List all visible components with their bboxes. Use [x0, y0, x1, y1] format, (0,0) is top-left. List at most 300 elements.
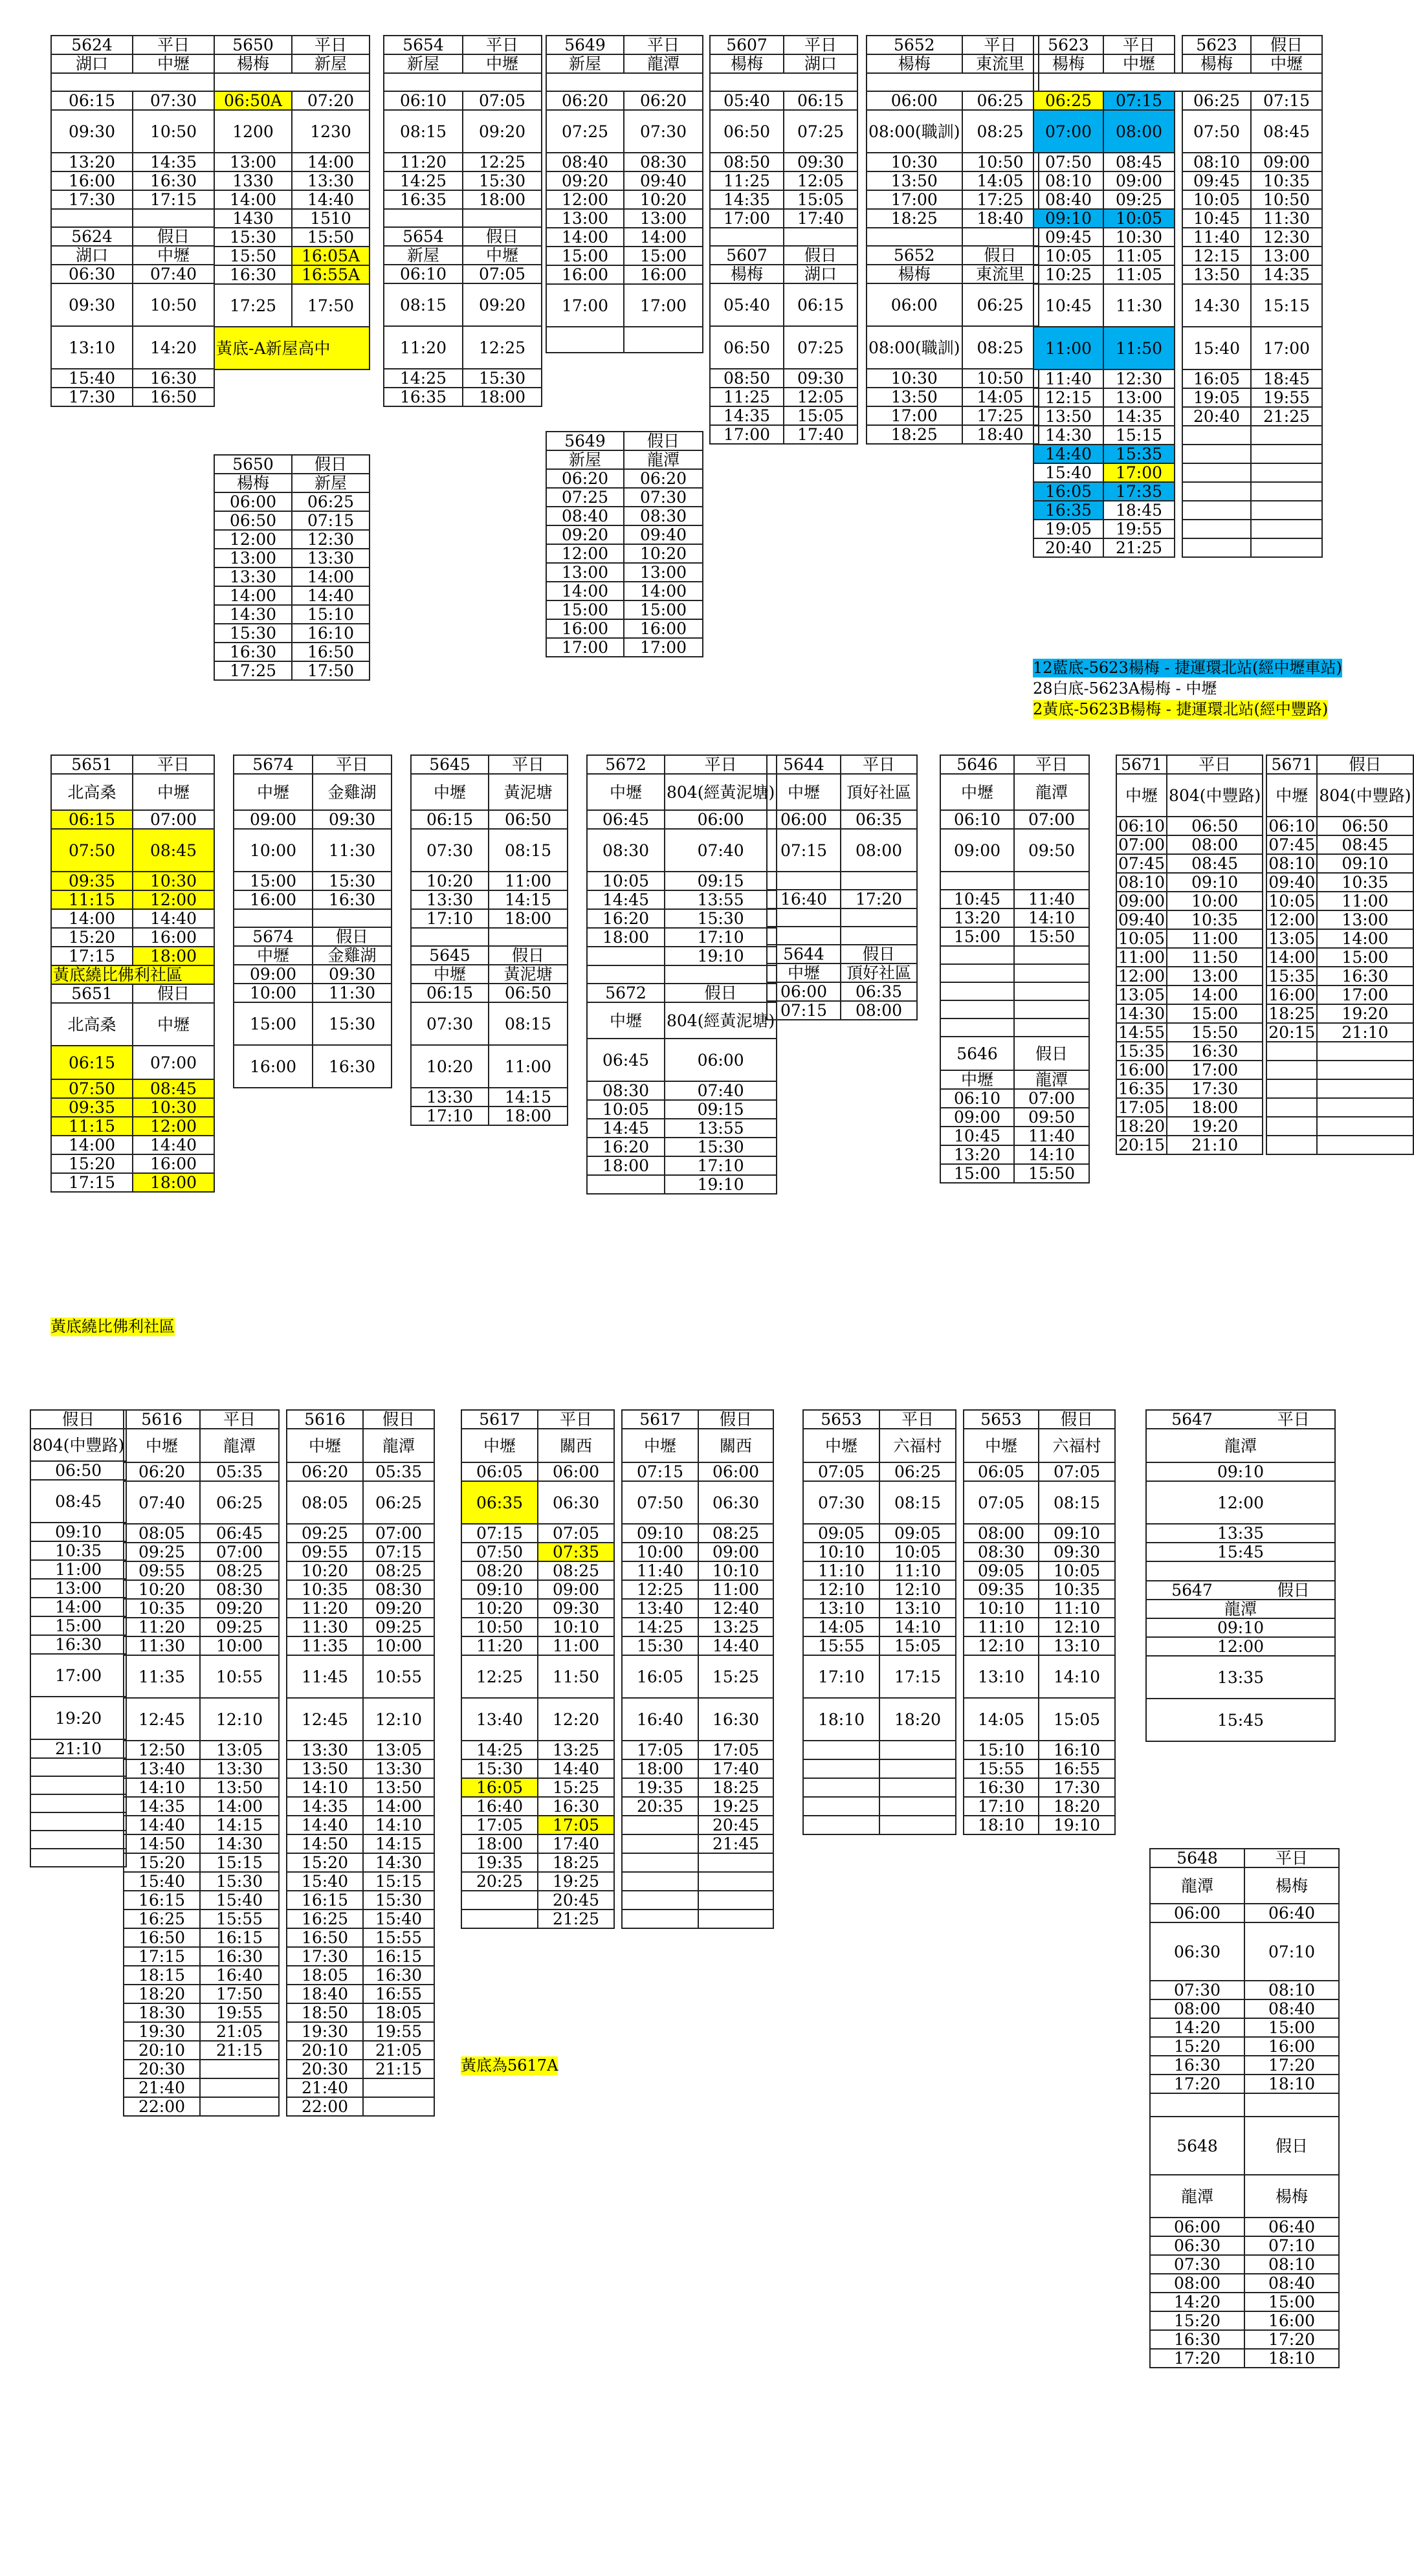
table-cell [51, 209, 133, 227]
table-cell: 08:15 [489, 829, 568, 872]
table-cell: 10:05 [1266, 892, 1317, 910]
table-row [214, 284, 370, 327]
table-cell: 16:15 [363, 1947, 434, 1966]
table-cell: 10:55 [363, 1655, 434, 1698]
table-cell: 07:10 [1244, 1922, 1339, 1981]
table-cell: 06:25 [879, 1462, 956, 1481]
table-cell: 17:00 [624, 638, 703, 657]
table-cell: 08:10 [1266, 854, 1317, 873]
table-cell: 08:45 [1167, 854, 1263, 873]
table-row [214, 171, 370, 190]
table-cell [614, 1599, 622, 1618]
table-cell: 07:30 [1150, 2255, 1244, 2274]
table-cell: 13:20 [940, 908, 1014, 927]
table-cell: 10:45 [940, 890, 1014, 908]
table-cell: 13:50 [867, 388, 962, 406]
table-row [1150, 2218, 1339, 2236]
table-cell: 11:00 [489, 872, 568, 890]
table-cell [1146, 1561, 1335, 1581]
table-cell: 5652 [867, 246, 962, 265]
table-cell [587, 965, 665, 984]
table-cell: 13:40 [124, 1759, 200, 1778]
table-cell [279, 1429, 287, 1462]
table-row [51, 1098, 214, 1117]
table-row [1146, 1600, 1335, 1618]
table-cell [279, 1636, 287, 1655]
table-cell [1014, 872, 1089, 890]
table-cell: 07:10 [1244, 2236, 1339, 2255]
table-cell: 15:15 [363, 1872, 434, 1891]
table-cell: 16:30 [214, 265, 292, 284]
table-cell: 16:00 [1266, 985, 1317, 1004]
timetable [50, 35, 215, 407]
table-row [587, 1081, 777, 1100]
table-row [30, 1523, 126, 1541]
table-row [214, 36, 370, 54]
table-cell: 14:00 [214, 190, 292, 209]
table-cell: 中壢 [1103, 54, 1175, 73]
table-cell: 15:35 [1103, 445, 1175, 463]
table-cell [1251, 538, 1322, 557]
table-cell: 19:20 [30, 1697, 126, 1739]
table-cell: 中壢 [461, 1429, 538, 1462]
table-row [940, 1145, 1089, 1164]
table-cell: 16:30 [133, 171, 214, 190]
table-cell: 11:35 [287, 1636, 363, 1655]
table-row [1150, 2175, 1339, 2218]
table-cell: 18:25 [867, 425, 962, 444]
table-row [1146, 1581, 1335, 1600]
table-cell: 15:45 [1146, 1699, 1335, 1741]
table-cell [313, 909, 392, 927]
table-cell: 16:40 [622, 1698, 698, 1741]
table-cell: 5674 [234, 927, 313, 946]
table-cell: 07:00 [1014, 1089, 1089, 1108]
table-cell: 08:25 [363, 1561, 434, 1580]
timetable [1149, 1848, 1340, 2368]
table-cell: 15:00 [1167, 1004, 1263, 1023]
table-cell: 17:40 [784, 209, 857, 228]
table-row [214, 455, 370, 474]
table-cell: 06:00 [767, 810, 841, 829]
table-cell [279, 1891, 287, 1910]
table-cell: 16:35 [1116, 1079, 1167, 1098]
table-cell: 11:00 [1033, 327, 1103, 369]
table-cell [1175, 110, 1182, 153]
table-cell [956, 1481, 964, 1524]
table-cell: 07:15 [461, 1524, 538, 1543]
table-cell [803, 1797, 879, 1816]
table-cell: 06:20 [624, 469, 703, 488]
table-cell: 平日 [624, 36, 703, 54]
table-row [867, 209, 1039, 228]
table-cell: 14:00 [624, 582, 703, 600]
table-cell: 11:20 [384, 153, 463, 171]
table-cell: 06:40 [1244, 2218, 1339, 2236]
table-cell: 16:30 [1150, 2056, 1244, 2075]
table-cell: 19:10 [665, 1175, 777, 1194]
table-cell: 中壢 [587, 774, 665, 810]
table-row [214, 190, 370, 209]
table-row [1033, 54, 1322, 73]
table-cell: 11:40 [622, 1561, 698, 1580]
table-cell: 11:05 [1103, 265, 1175, 284]
table-cell: 06:00 [698, 1462, 773, 1481]
table-row [940, 829, 1089, 872]
table-cell: 平日 [962, 36, 1039, 54]
timetable [1145, 1409, 1336, 1742]
table-cell: 15:00 [234, 1002, 313, 1045]
table-cell [698, 1910, 773, 1928]
table-row [384, 369, 542, 388]
table-cell: 11:15 [51, 1117, 133, 1136]
table-cell: 14:00 [546, 582, 624, 600]
table-row [940, 1164, 1089, 1183]
table-row [461, 1872, 773, 1891]
table-cell [463, 209, 542, 227]
timetable [1116, 754, 1414, 1155]
table-cell: 11:40 [1033, 369, 1103, 388]
table-row [51, 91, 214, 110]
table-cell [279, 1580, 287, 1599]
table-cell: 804(中豐路) [1317, 774, 1413, 817]
table-cell: 08:40 [1033, 190, 1103, 209]
table-cell: 14:00 [292, 153, 370, 171]
table-row [1150, 1922, 1339, 1981]
table-cell [956, 1580, 964, 1599]
table-cell: 06:15 [411, 984, 489, 1002]
table-cell: 15:20 [287, 1853, 363, 1872]
table-cell: 20:10 [124, 2041, 200, 2060]
table-cell: 13:00 [624, 209, 703, 228]
table-cell: 09:50 [1014, 1108, 1089, 1127]
table-row [51, 265, 214, 283]
table-row [384, 153, 542, 171]
table-cell: 17:20 [1150, 2349, 1244, 2368]
table-cell [1175, 538, 1182, 557]
table-cell: 龍潭 [1014, 1070, 1089, 1089]
table-cell: 龍潭 [624, 54, 703, 73]
table-row [51, 1154, 214, 1173]
table-cell [956, 1816, 964, 1834]
table-row [214, 624, 370, 643]
table-cell [1182, 445, 1251, 463]
table-row [124, 1543, 434, 1561]
table-cell: 10:10 [964, 1599, 1039, 1618]
table-row [234, 872, 392, 890]
table-cell: 10:00 [234, 829, 313, 872]
table-cell: 1430 [214, 209, 292, 228]
table-row [384, 91, 542, 110]
table-row [214, 605, 370, 624]
table-cell: 08:45 [1317, 835, 1413, 854]
table-row [51, 153, 214, 171]
table-cell: 06:00 [867, 91, 962, 110]
table-cell: 13:25 [698, 1618, 773, 1636]
table-cell: 5651 [51, 984, 133, 1003]
table-row [767, 872, 917, 890]
table-row [124, 1985, 434, 2003]
table-row [411, 1002, 568, 1045]
table-cell: 11:00 [1116, 948, 1167, 967]
table-row [51, 928, 214, 947]
table-cell: 11:00 [1317, 892, 1413, 910]
table-cell: 12:25 [463, 153, 542, 171]
table-cell: 11:50 [1167, 948, 1263, 967]
table-cell: 14:00 [1317, 929, 1413, 948]
table-row [461, 1580, 773, 1599]
table-cell: 平日 [489, 755, 568, 774]
table-row [710, 369, 857, 388]
table-row [1150, 2293, 1339, 2311]
table-cell: 5648 [1150, 1849, 1244, 1867]
table-row [546, 563, 703, 582]
table-cell: 中壢 [1266, 774, 1317, 817]
table-cell [279, 1816, 287, 1834]
table-cell: 12:10 [803, 1580, 879, 1599]
table-cell [1175, 426, 1182, 445]
table-row [1150, 1981, 1339, 1999]
table-cell: 10:45 [1182, 209, 1251, 228]
table-cell: 15:05 [784, 406, 857, 425]
table-cell: 11:25 [710, 388, 784, 406]
table-cell: 07:45 [1116, 854, 1167, 873]
table-cell: 5654 [384, 36, 463, 54]
table-row [1116, 1061, 1413, 1079]
table-row [1150, 2255, 1339, 2274]
table-row [411, 1106, 568, 1125]
table-row [1146, 1524, 1335, 1543]
table-cell: 13:30 [200, 1759, 279, 1778]
table-row [710, 91, 857, 110]
table-cell: 22:00 [287, 2097, 363, 2116]
table-cell: 平日 [200, 1410, 279, 1429]
table-cell: 5650 [214, 455, 292, 474]
table-cell: 11:40 [1014, 890, 1089, 908]
table-cell: 5607 [710, 36, 784, 54]
table-row [803, 1580, 1115, 1599]
table-cell: 06:15 [51, 1046, 133, 1079]
table-row [710, 54, 857, 73]
table-cell: 10:05 [587, 872, 665, 890]
table-cell [279, 1410, 287, 1429]
table-cell: 11:30 [313, 984, 392, 1002]
table-row [1146, 1637, 1335, 1656]
table-row [803, 1741, 1115, 1759]
table-cell: 06:35 [461, 1481, 538, 1524]
table-cell: 07:50 [1033, 153, 1103, 171]
table-cell: 5624 [51, 36, 133, 54]
timetable-t5652 [866, 35, 1039, 445]
table-row [234, 965, 392, 984]
table-cell: 09:05 [803, 1524, 879, 1543]
table-cell: 10:05 [1039, 1561, 1115, 1580]
table-cell: 08:25 [200, 1561, 279, 1580]
table-cell: 15:05 [784, 190, 857, 209]
table-cell: 14:55 [1116, 1023, 1167, 1042]
table-cell [614, 1561, 622, 1580]
table-cell: 16:00 [51, 171, 133, 190]
table-cell: 14:25 [384, 171, 463, 190]
table-cell: 19:30 [287, 2022, 363, 2041]
table-cell: 5644 [767, 945, 841, 963]
table-cell [803, 1741, 879, 1759]
table-cell: 17:05 [1116, 1098, 1167, 1117]
table-cell: 10:20 [124, 1580, 200, 1599]
table-cell: 北高桑 [51, 1003, 133, 1046]
table-cell: 頂好社區 [841, 963, 917, 982]
table-cell: 12:30 [292, 530, 370, 549]
table-cell: 07:15 [1103, 91, 1175, 110]
table-cell: 07:00 [133, 810, 214, 829]
table-cell: 黃泥塘 [489, 774, 568, 810]
table-cell: 18:25 [698, 1778, 773, 1797]
table-cell: 17:25 [962, 190, 1039, 209]
table-cell: 平日 [1103, 36, 1175, 54]
table-cell: 17:20 [841, 890, 917, 908]
table-cell: 08:30 [624, 507, 703, 525]
table-cell [710, 228, 784, 246]
table-cell: 05:40 [710, 91, 784, 110]
table-cell: 假日 [1251, 36, 1322, 54]
table-cell: 13:50 [1182, 265, 1251, 284]
table-cell: 15:20 [1150, 2037, 1244, 2056]
table-cell: 08:00 [841, 1001, 917, 1020]
table-row [940, 964, 1089, 982]
table-cell: 09:35 [51, 1098, 133, 1117]
table-row [124, 2003, 434, 2022]
table-cell: 07:40 [133, 265, 214, 283]
table-cell: 05:35 [363, 1462, 434, 1481]
table-cell [614, 1580, 622, 1599]
table-cell: 18:45 [1103, 501, 1175, 520]
table-cell: 14:40 [698, 1636, 773, 1655]
table-cell [279, 1481, 287, 1524]
table-cell [614, 1462, 622, 1481]
legend-note: 2黃底-5623B楊梅 - 捷運環北站(經中豐路) [1033, 700, 1329, 718]
table-cell: 08:40 [1244, 1999, 1339, 2018]
table-row [1033, 445, 1322, 463]
table-cell: 17:25 [962, 406, 1039, 425]
table-row [384, 283, 542, 326]
table-cell: 5653 [964, 1410, 1039, 1429]
table-cell: 17:00 [710, 425, 784, 444]
table-cell: 17:00 [1317, 985, 1413, 1004]
table-cell: 黃底-A新屋高中 [214, 327, 370, 369]
table-cell: 13:30 [363, 1759, 434, 1778]
table-cell: 07:50 [1182, 110, 1251, 153]
table-cell [1251, 501, 1322, 520]
table-cell: 1510 [292, 209, 370, 228]
table-cell: 5647 平日 [1146, 1410, 1335, 1429]
table-cell: 14:15 [363, 1834, 434, 1853]
table-cell: 07:30 [803, 1481, 879, 1524]
table-row [411, 1088, 568, 1106]
table-cell: 20:40 [1182, 407, 1251, 426]
table-cell: 11:20 [384, 326, 463, 369]
table-cell [279, 1741, 287, 1759]
table-cell: 19:05 [1033, 520, 1103, 538]
table-row [214, 567, 370, 586]
table-cell: 16:40 [200, 1966, 279, 1985]
table-cell: 09:40 [624, 171, 703, 190]
table-row [30, 1410, 126, 1429]
table-row [1033, 426, 1322, 445]
table-row [940, 774, 1089, 810]
table-cell: 20:35 [622, 1797, 698, 1816]
table-row [1116, 1098, 1413, 1117]
table-row [1033, 247, 1322, 265]
table-cell [279, 2060, 287, 2078]
table-cell: 06:25 [962, 91, 1039, 110]
table-cell: 14:30 [1182, 284, 1251, 327]
table-cell: 21:10 [1167, 1136, 1263, 1154]
table-cell: 17:10 [803, 1655, 879, 1698]
table-cell [956, 1561, 964, 1580]
table-row [1033, 265, 1322, 284]
table-cell: 08:00 [841, 829, 917, 872]
timetable-t5674 [233, 754, 392, 1088]
table-cell: 中壢 [234, 774, 313, 810]
table-cell: 14:35 [124, 1797, 200, 1816]
table-cell: 21:15 [200, 2041, 279, 2060]
table-cell [200, 2078, 279, 2097]
table-row [867, 265, 1039, 283]
table-cell: 5616 [124, 1410, 200, 1429]
table-cell: 20:30 [124, 2060, 200, 2078]
table-cell: 11:20 [461, 1636, 538, 1655]
table-cell: 14:00 [30, 1598, 126, 1616]
table-row [710, 265, 857, 283]
table-row [461, 1462, 773, 1481]
table-row [411, 984, 568, 1002]
table-row [1150, 1849, 1339, 1867]
table-row [1033, 228, 1322, 247]
table-row [803, 1543, 1115, 1561]
table-row [461, 1797, 773, 1816]
table-row [1150, 2117, 1339, 2175]
table-row [1150, 1867, 1339, 1904]
table-cell: 12:25 [463, 326, 542, 369]
table-cell: 10:45 [940, 1127, 1014, 1145]
table-cell: 09:00 [940, 1108, 1014, 1127]
table-cell: 09:00 [1103, 171, 1175, 190]
table-row [461, 1853, 773, 1872]
table-cell: 12:00 [1146, 1481, 1335, 1524]
table-cell: 5607 [710, 246, 784, 265]
table-cell [956, 1429, 964, 1462]
table-cell: 14:35 [287, 1797, 363, 1816]
table-cell: 13:30 [214, 567, 292, 586]
table-row [803, 1410, 1115, 1429]
table-row [30, 1654, 126, 1697]
table-cell [546, 327, 624, 353]
table-cell: 假日 [1244, 2117, 1339, 2175]
table-cell: 15:30 [214, 624, 292, 643]
table-cell: 06:00 [538, 1462, 614, 1481]
table-cell: 16:35 [1033, 501, 1103, 520]
table-cell: 06:10 [940, 810, 1014, 829]
table-cell: 18:00 [1167, 1098, 1263, 1117]
table-row [384, 190, 542, 209]
table-row [1116, 985, 1413, 1004]
table-cell: 08:15 [384, 110, 463, 153]
table-cell [279, 1778, 287, 1797]
table-cell: 09:40 [1266, 873, 1317, 892]
table-cell: 楊梅 [214, 474, 292, 492]
table-row [1116, 1042, 1413, 1061]
table-cell [411, 928, 489, 946]
